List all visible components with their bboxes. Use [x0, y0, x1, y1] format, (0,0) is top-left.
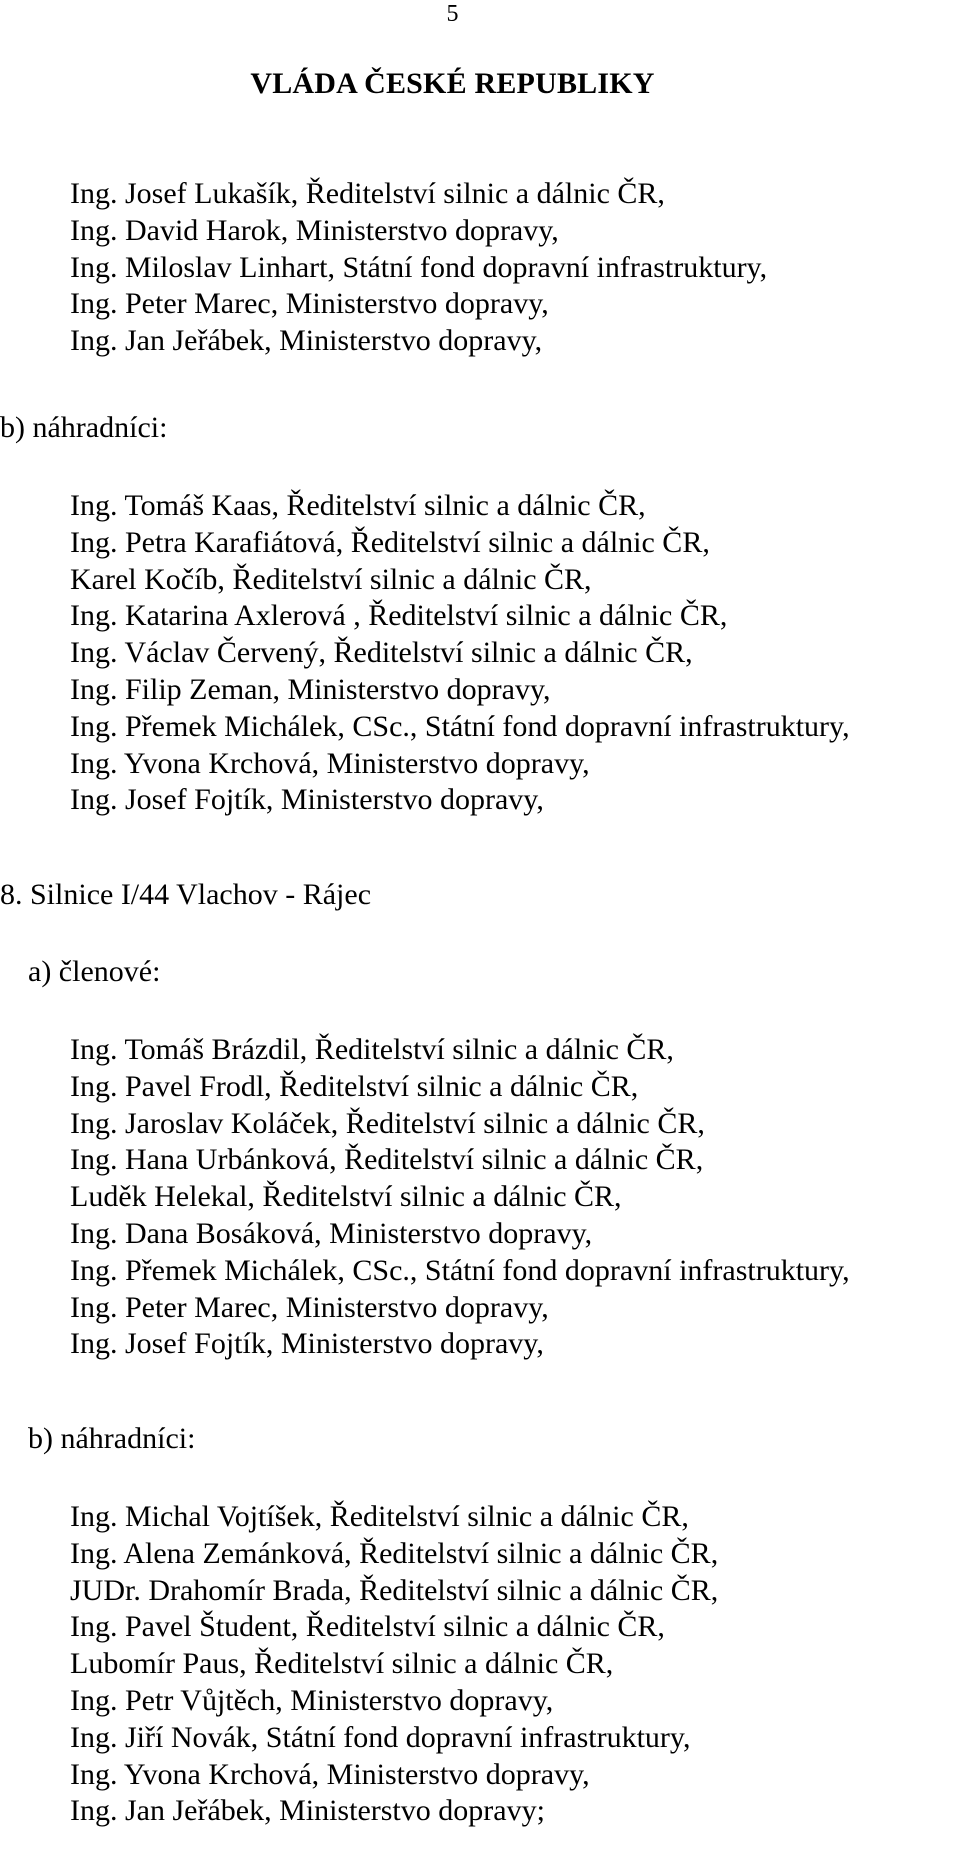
list-item: Ing. Filip Zeman, Ministerstvo dopravy, — [70, 672, 551, 706]
list-item: Ing. Přemek Michálek, CSc., Státní fond dopravní infrastruktury, — [70, 1253, 850, 1287]
list-item: Lubomír Paus, Ředitelství silnic a dálnic ČR, — [70, 1647, 614, 1681]
list-item: Ing. Jan Jeřábek, Ministerstvo dopravy, — [70, 324, 543, 358]
section8-members-label: a) členové: — [28, 955, 161, 988]
list-item: Ing. Jiří Novák, Státní fond dopravní infrastruktury, — [70, 1720, 691, 1754]
list-item: Ing. Pavel Frodl, Ředitelství silnic a dálnic ČR, — [70, 1069, 639, 1103]
section8-substitutes-label: b) náhradníci: — [28, 1422, 196, 1455]
list-item: Ing. Tomáš Brázdil, Ředitelství silnic a dálnic ČR, — [70, 1033, 674, 1066]
section8-substitute-list — [70, 1499, 718, 1830]
list-item: Ing. Josef Fojtík, Ministerstvo dopravy, — [70, 1327, 544, 1361]
group1-substitute-list — [70, 488, 850, 819]
group1-substitutes-label: b) náhradníci: — [0, 411, 168, 444]
list-item: Ing. Pavel Študent, Ředitelství silnic a dálnic ČR, — [70, 1610, 665, 1644]
list-item: Ing. Alena Zemánková, Ředitelství silnic a dálnic ČR, — [70, 1536, 719, 1570]
list-item: Ing. Přemek Michálek, CSc., Státní fond dopravní infrastruktury, — [70, 709, 850, 743]
list-item: Ing. Michal Vojtíšek, Ředitelství silnic a dálnic ČR, — [70, 1500, 689, 1533]
list-item: Ing. Yvona Krchová, Ministerstvo dopravy, — [70, 746, 590, 780]
list-item: Ing. Petr Vůjtěch, Ministerstvo dopravy, — [70, 1683, 554, 1717]
list-item: Ing. Dana Bosáková, Ministerstvo dopravy, — [70, 1216, 593, 1250]
list-item: Ing. Tomáš Kaas, Ředitelství silnic a dálnic ČR, — [70, 489, 646, 522]
list-item: Ing. Jan Jeřábek, Ministerstvo dopravy; — [70, 1794, 545, 1828]
list-item: JUDr. Drahomír Brada, Ředitelství silnic a dálnic ČR, — [70, 1573, 719, 1607]
page-heading: VLÁDA ČESKÉ REPUBLIKY — [250, 67, 655, 100]
page-number: 5 — [446, 1, 459, 27]
list-item: Ing. Peter Marec, Ministerstvo dopravy, — [70, 1290, 549, 1324]
section8-member-list — [70, 1032, 850, 1363]
group1-member-list — [70, 176, 767, 360]
list-item: Ing. Peter Marec, Ministerstvo dopravy, — [70, 287, 549, 321]
list-item: Luděk Helekal, Ředitelství silnic a dálnic ČR, — [70, 1180, 622, 1214]
list-item: Ing. Miloslav Linhart, Státní fond dopravní infrastruktury, — [70, 250, 768, 284]
list-item: Ing. David Harok, Ministerstvo dopravy, — [70, 213, 559, 247]
list-item: Ing. Václav Červený, Ředitelství silnic a dálnic ČR, — [70, 636, 693, 670]
list-item: Ing. Katarina Axlerová , Ředitelství silnic a dálnic ČR, — [70, 599, 728, 633]
list-item: Ing. Petra Karafiátová, Ředitelství silnic a dálnic ČR, — [70, 525, 710, 559]
list-item: Ing. Josef Fojtík, Ministerstvo dopravy, — [70, 783, 544, 817]
list-item: Karel Kočíb, Ředitelství silnic a dálnic ČR, — [70, 562, 592, 596]
list-item: Ing. Hana Urbánková, Ředitelství silnic a dálnic ČR, — [70, 1143, 704, 1177]
list-item: Ing. Yvona Krchová, Ministerstvo dopravy, — [70, 1757, 590, 1791]
section8-title: 8. Silnice I/44 Vlachov - Rájec — [0, 878, 372, 911]
list-item: Ing. Jaroslav Koláček, Ředitelství silnic a dálnic ČR, — [70, 1106, 705, 1140]
list-item: Ing. Josef Lukašík, Ředitelství silnic a dálnic ČR, — [70, 177, 665, 210]
